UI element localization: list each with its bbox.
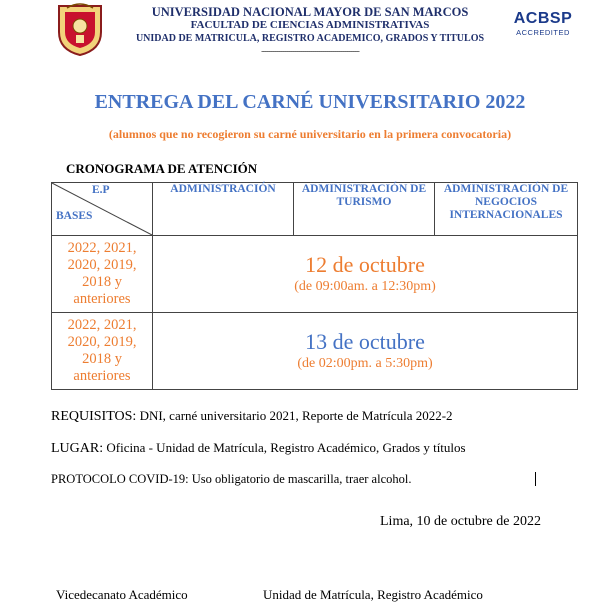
page-title: ENTREGA DEL CARNÉ UNIVERSITARIO 2022 <box>94 91 526 113</box>
protocol-line <box>51 472 411 487</box>
column-header: ADMINISTRACIÓN <box>153 183 294 236</box>
date-text: 12 de octubre <box>305 252 425 277</box>
table-header-row <box>52 183 578 236</box>
years-cell: 2022, 2021, 2020, 2019, 2018 y anteriores <box>52 236 153 313</box>
protocol-text: Uso obligatorio de mascarilla, traer alcohol. <box>191 472 412 486</box>
date-cell <box>153 236 578 313</box>
column-header: ADMINISTRACIÓN DE TURISMO <box>294 183 435 236</box>
page-subtitle: (alumnos que no recogieron su carné universitario en la primera convocatoria) <box>108 127 512 141</box>
requirements-line <box>51 408 453 425</box>
corner-top-label: E.P <box>92 184 110 196</box>
acbsp-badge <box>511 4 575 42</box>
requirements-text: DNI, carné universitario 2021, Reporte de Matrícula 2022-2 <box>139 408 453 423</box>
table-row <box>52 236 578 313</box>
schedule-table <box>51 182 578 390</box>
corner-cell <box>52 183 153 236</box>
schedule-heading: CRONOGRAMA DE ATENCIÓN <box>66 161 258 176</box>
date-text: 13 de octubre <box>305 329 425 354</box>
protocol-label: PROTOCOLO COVID-19: <box>51 472 189 486</box>
faculty-name: FACULTAD DE CIENCIAS ADMINISTRATIVAS <box>190 19 430 31</box>
place-text: Oficina - Unidad de Matrícula, Registro Académico, Grados y títulos <box>106 440 466 455</box>
university-crest-icon <box>55 2 105 56</box>
institution-header <box>110 6 510 58</box>
header-separator: ------------------------------------------------- <box>261 46 359 56</box>
time-range-text: (de 09:00am. a 12:30pm) <box>294 279 436 294</box>
place-label: LUGAR: <box>51 441 104 456</box>
years-cell: 2022, 2021, 2020, 2019, 2018 y anteriores <box>52 313 153 390</box>
acbsp-logo: ACBSP <box>513 10 573 27</box>
time-range-text: (de 02:00pm. a 5:30pm) <box>297 356 433 371</box>
requirements-label: REQUISITOS: <box>51 409 137 424</box>
corner-bottom-label: BASES <box>56 210 93 222</box>
text-cursor <box>535 472 536 486</box>
accredited-label: ACCREDITED <box>516 28 570 37</box>
signature-left: Vicedecanato Académico <box>56 587 188 602</box>
place-line <box>51 440 466 457</box>
column-header: ADMINISTRACIÓN DE NEGOCIOS INTERNACIONALES <box>435 183 578 236</box>
signature-right: Unidad de Matrícula, Registro Académico <box>263 587 483 602</box>
table-row <box>52 313 578 390</box>
date-cell <box>153 313 578 390</box>
university-name: UNIVERSIDAD NACIONAL MAYOR DE SAN MARCOS <box>151 5 469 19</box>
unit-name: UNIDAD DE MATRICULA, REGISTRO ACADEMICO, GRADOS Y TITULOS <box>135 33 485 44</box>
date-line: Lima, 10 de octubre de 2022 <box>380 514 541 529</box>
